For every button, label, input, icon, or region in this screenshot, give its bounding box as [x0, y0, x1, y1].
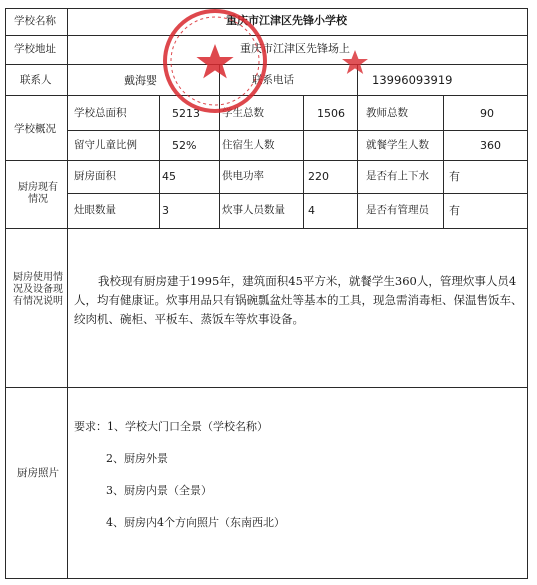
school-name-label: 学校名称	[14, 15, 56, 27]
seal-star-icon	[340, 48, 370, 78]
row-divider	[5, 160, 528, 161]
kitchen-area-label: 厨房面积	[74, 170, 116, 182]
row-divider	[5, 387, 528, 388]
boarding-students-label: 住宿生人数	[222, 139, 275, 151]
row-divider	[67, 130, 528, 131]
kitchen-area-value: 45	[162, 170, 176, 183]
manager-value: 有	[449, 204, 460, 217]
kitchen-status-label: 厨房现有情况	[18, 182, 58, 205]
school-seal-stamp	[160, 6, 270, 116]
table-border-left	[5, 8, 6, 579]
contact-phone-value: 13996093919	[372, 73, 453, 87]
total-students-label: 学生总数	[222, 107, 264, 119]
photos-label: 厨房照片	[17, 467, 59, 479]
photo-requirement-3: 3、厨房内景（全景）	[106, 484, 212, 497]
total-area-value: 5213	[172, 107, 200, 120]
power-value: 220	[308, 170, 329, 183]
photo-requirement-4: 4、厨房内4个方向照片（东南西北）	[106, 516, 285, 529]
left-behind-ratio-value: 52%	[172, 139, 197, 152]
photo-requirement-1: 要求：1、学校大门口全景（学校名称）	[74, 420, 268, 433]
label-column-divider	[67, 8, 68, 579]
table-border-right	[527, 8, 528, 579]
contact-name-value: 戴海婴	[124, 74, 157, 87]
row-divider	[5, 228, 528, 229]
school-address-label: 学校地址	[14, 43, 56, 55]
stove-count-value: 3	[162, 204, 169, 217]
row-divider	[67, 193, 528, 194]
cook-staff-value: 4	[308, 204, 315, 217]
dining-students-label: 就餐学生人数	[366, 139, 429, 151]
total-teachers-value: 90	[480, 107, 494, 120]
photo-requirement-2: 2、厨房外景	[106, 452, 168, 465]
water-supply-label: 是否有上下水	[366, 170, 429, 182]
overview-label: 学校概况	[14, 123, 56, 135]
dining-students-value: 360	[480, 139, 501, 152]
contact-label: 联系人	[20, 74, 52, 86]
water-supply-value: 有	[449, 170, 460, 183]
cook-staff-label: 炊事人员数量	[222, 204, 285, 216]
stove-count-label: 灶眼数量	[74, 204, 116, 216]
table-border-bottom	[5, 578, 528, 579]
power-label: 供电功率	[222, 170, 264, 182]
total-area-label: 学校总面积	[74, 107, 127, 119]
column-divider	[357, 64, 358, 228]
column-divider	[303, 95, 304, 228]
school-address-value: 重庆市江津区先锋场上	[240, 42, 350, 55]
left-behind-ratio-label: 留守儿童比例	[74, 139, 137, 151]
total-teachers-label: 教师总数	[366, 107, 408, 119]
manager-label: 是否有管理员	[366, 204, 429, 216]
total-students-value: 1506	[317, 107, 345, 120]
contact-phone-label: 联系电话	[252, 74, 294, 86]
kitchen-usage-label: 厨房使用情况及设备现有情况说明	[13, 272, 63, 307]
school-name-value: 重庆市江津区先锋小学校	[226, 14, 347, 27]
kitchen-usage-text: 我校现有厨房建于1995年，建筑面积45平方米，就餐学生360人，管理炊事人员4人，均有健康证。炊事用品只有锅碗瓢盆灶等基本的工具，现急需消毒柜、保温售饭车、绞肉机、碗柜、平板车、蒸饭车等炊事设备。	[74, 274, 523, 326]
column-divider	[443, 95, 444, 228]
